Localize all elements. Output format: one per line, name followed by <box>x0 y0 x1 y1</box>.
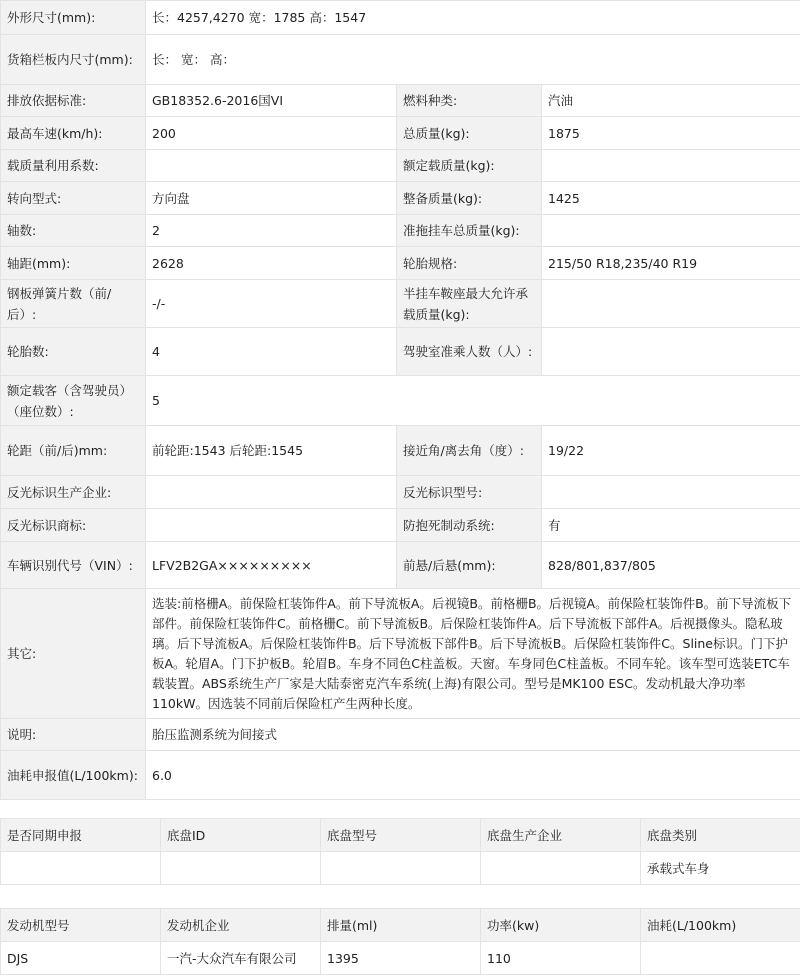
dims-label: 外形尺寸(mm): <box>1 1 146 35</box>
abs-label: 防抱死制动系统: <box>397 509 542 542</box>
abs-value: 有 <box>542 509 800 542</box>
spring-count-value: -/- <box>146 280 397 328</box>
reflector-brand-value <box>146 509 397 542</box>
fuel-consumption-label: 油耗申报值(L/100km): <box>1 751 146 800</box>
reflector-brand-label: 反光标识商标: <box>1 509 146 542</box>
chassis-cell <box>481 852 641 885</box>
engine-header: 油耗(L/100km) <box>641 909 800 942</box>
track-value: 前轮距:1543 后轮距:1545 <box>146 426 397 476</box>
vin-value: LFV2B2GA××××××××× <box>146 542 397 589</box>
passenger-label: 额定载客（含驾驶员）（座位数）: <box>1 376 146 426</box>
vin-label: 车辆识别代号（VIN）: <box>1 542 146 589</box>
chassis-cell: 承载式车身 <box>641 852 800 885</box>
tire-count-label: 轮胎数: <box>1 328 146 376</box>
cab-capacity-value <box>542 328 800 376</box>
spring-count-label: 钢板弹簧片数（前/后）: <box>1 280 146 328</box>
fuel-label: 燃料种类: <box>397 85 542 117</box>
wheelbase-label: 轴距(mm): <box>1 247 146 280</box>
cargo-dims-label: 货箱栏板内尺寸(mm): <box>1 35 146 85</box>
load-util-label: 载质量利用系数: <box>1 150 146 182</box>
note-label: 说明: <box>1 719 146 751</box>
engine-header: 发动机型号 <box>1 909 161 942</box>
tire-spec-label: 轮胎规格: <box>397 247 542 280</box>
reflector-model-label: 反光标识型号: <box>397 476 542 509</box>
engine-cell <box>641 942 800 975</box>
engine-cell: 1395 <box>321 942 481 975</box>
engine-table <box>0 908 800 975</box>
saddle-mass-label: 半挂车鞍座最大允许承载质量(kg): <box>397 280 542 328</box>
cab-capacity-label: 驾驶室准乘人数（人）: <box>397 328 542 376</box>
chassis-table <box>0 818 800 885</box>
engine-header: 发动机企业 <box>161 909 321 942</box>
steering-value: 方向盘 <box>146 182 397 215</box>
chassis-header: 底盘类别 <box>641 819 800 852</box>
trailer-mass-label: 准拖挂车总质量(kg): <box>397 215 542 247</box>
approach-angle-value: 19/22 <box>542 426 800 476</box>
wheelbase-value: 2628 <box>146 247 397 280</box>
chassis-header: 是否同期申报 <box>1 819 161 852</box>
load-util-value <box>146 150 397 182</box>
engine-header: 排量(ml) <box>321 909 481 942</box>
engine-header: 功率(kw) <box>481 909 641 942</box>
reflector-maker-value <box>146 476 397 509</box>
chassis-header: 底盘生产企业 <box>481 819 641 852</box>
total-mass-value: 1875 <box>542 117 800 150</box>
dims-value: 长：4257,4270 宽：1785 高：1547 <box>146 1 800 35</box>
chassis-header: 底盘ID <box>161 819 321 852</box>
reflector-maker-label: 反光标识生产企业: <box>1 476 146 509</box>
note-value: 胎压监测系统为间接式 <box>146 719 800 751</box>
cargo-dims-value: 长： 宽： 高： <box>146 35 800 85</box>
rated-load-value <box>542 150 800 182</box>
emission-label: 排放依据标准: <box>1 85 146 117</box>
speed-label: 最高车速(km/h): <box>1 117 146 150</box>
rated-load-label: 额定载质量(kg): <box>397 150 542 182</box>
axles-value: 2 <box>146 215 397 247</box>
fuel-consumption-value: 6.0 <box>146 751 800 800</box>
steering-label: 转向型式: <box>1 182 146 215</box>
overhang-label: 前悬/后悬(mm): <box>397 542 542 589</box>
approach-angle-label: 接近角/离去角（度）: <box>397 426 542 476</box>
reflector-model-value <box>542 476 800 509</box>
engine-cell: DJS <box>1 942 161 975</box>
emission-value: GB18352.6-2016国VI <box>146 85 397 117</box>
tire-count-value: 4 <box>146 328 397 376</box>
engine-cell: 一汽-大众汽车有限公司 <box>161 942 321 975</box>
engine-cell: 110 <box>481 942 641 975</box>
other-value: 选装:前格栅A。前保险杠装饰件A。前下导流板A。后视镜B。前格栅B。后视镜A。前保险杠装饰件B。前下导流板下部件。前保险杠装饰件C。前格栅C。前下导流板B。后保险杠装饰件A。后下导流板下部件A。后视摄像头。隐私玻璃。后下导流板A。后保险杠装饰件B。后下导流板下部件B。后下导流板B。后保险杠装饰件C。Sline标识。门下护板A。轮眉A。门下护板B。轮眉B。车身不同色C柱盖板。天窗。车身同色C柱盖板。不同车轮。该车型可选装ETC车载装置。ABS系统生产厂家是大陆泰密克汽车系统(上海)有限公司。型号是MK100 ESC。发动机最大净功率110kW。因选装不同前后保险杠产生两种长度。 <box>146 589 800 719</box>
fuel-value: 汽油 <box>542 85 800 117</box>
track-label: 轮距（前/后)mm: <box>1 426 146 476</box>
curb-mass-value: 1425 <box>542 182 800 215</box>
saddle-mass-value <box>542 280 800 328</box>
chassis-cell <box>161 852 321 885</box>
passenger-value: 5 <box>146 376 800 426</box>
curb-mass-label: 整备质量(kg): <box>397 182 542 215</box>
tire-spec-value: 215/50 R18,235/40 R19 <box>542 247 800 280</box>
total-mass-label: 总质量(kg): <box>397 117 542 150</box>
chassis-cell <box>321 852 481 885</box>
chassis-header: 底盘型号 <box>321 819 481 852</box>
speed-value: 200 <box>146 117 397 150</box>
chassis-cell <box>1 852 161 885</box>
overhang-value: 828/801,837/805 <box>542 542 800 589</box>
trailer-mass-value <box>542 215 800 247</box>
axles-label: 轴数: <box>1 215 146 247</box>
other-label: 其它: <box>1 589 146 719</box>
